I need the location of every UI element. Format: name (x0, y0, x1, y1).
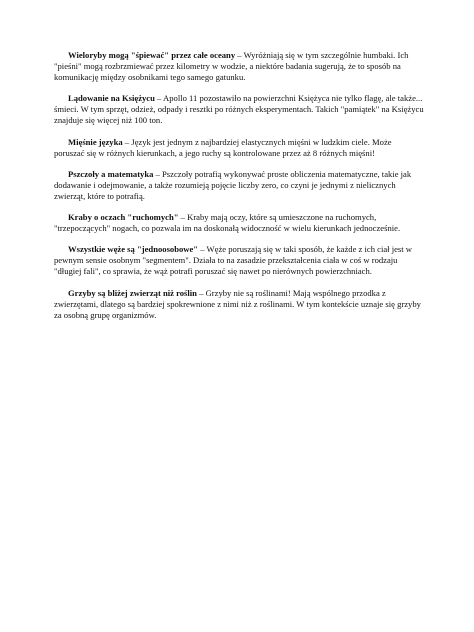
paragraph-heading: Pszczoły a matematyka (68, 168, 154, 179)
paragraph-snakes (54, 244, 424, 277)
paragraph-tongue-muscles (54, 137, 424, 159)
paragraph-moon-landing (54, 93, 424, 126)
paragraph-heading: Mięśnie języka (68, 136, 123, 147)
paragraph-heading: Lądowanie na Księżycu (68, 93, 155, 104)
paragraph-body: – Pszczoły potrafią wykonywać proste obliczenia matematyczne, takie jak dodawanie i odejmowanie, a także rozumieją pojęcie liczby zero, co czyni je jednymi z nielicznych zwierząt, które to potrafią. (54, 168, 412, 201)
paragraph-heading: Wieloryby mogą "śpiewać" przez całe oceany (68, 50, 236, 60)
paragraph-bees-math (54, 169, 424, 202)
paragraph-whales (54, 50, 424, 83)
paragraph-heading: Kraby o oczach "ruchomych" (68, 212, 179, 223)
paragraph-body: – Kraby mają oczy, które są umieszczone na ruchomych, "trzepoczących" nogach, co pozwala im na doskonałą widoczność w wielu kierunkach jednocześnie. (54, 212, 401, 234)
paragraph-crabs-eyes (54, 212, 424, 234)
paragraph-body: – Wyróżniają się w tym szczególnie humbaki. Ich "pieśni" mogą rozbrzmiewać przez kilometry w wodzie, a niektóre badania sugerują, że to sposób na komunikację między osobnikami tego samego gatunku. (54, 50, 409, 83)
paragraph-heading: Grzyby są bliżej zwierząt niż roślin (68, 287, 197, 298)
paragraph-body: – Język jest jednym z najbardziej elastycznych mięśni w ludzkim ciele. Może poruszać się w różnych kierunkach, a jego ruchy są kontrolowane przez aż 8 różnych mięśni! (54, 136, 392, 158)
paragraph-body: – Węże poruszają się w taki sposób, że każde z ich ciał jest w pewnym sensie osobnym "segmentem". Działa to na zasadzie przekształcenia ciała w coś w rodzaju "długiej fali", co sprawia, że wąż potrafi poruszać się nawet po nierównych powierzchniach. (54, 244, 412, 277)
paragraph-heading: Wszystkie węże są "jednoosobowe" (68, 244, 199, 255)
paragraph-body: – Apollo 11 pozostawiło na powierzchni Księżyca nie tylko flagę, ale także... śmieci. W tym sprzęt, odzież, odpady i resztki po różnych eksperymentach. Takich "pamiątek" na Księżycu znajduje się więcej niż 100 ton. (54, 93, 424, 126)
paragraph-body: – Grzyby nie są roślinami! Mają wspólnego przodka z zwierzętami, dlatego są bardziej spokrewnione z nimi niż z roślinami. W tym kontekście uznaje się grzyby za osobną grupę organizmów. (54, 287, 421, 320)
paragraph-fungi (54, 288, 424, 321)
